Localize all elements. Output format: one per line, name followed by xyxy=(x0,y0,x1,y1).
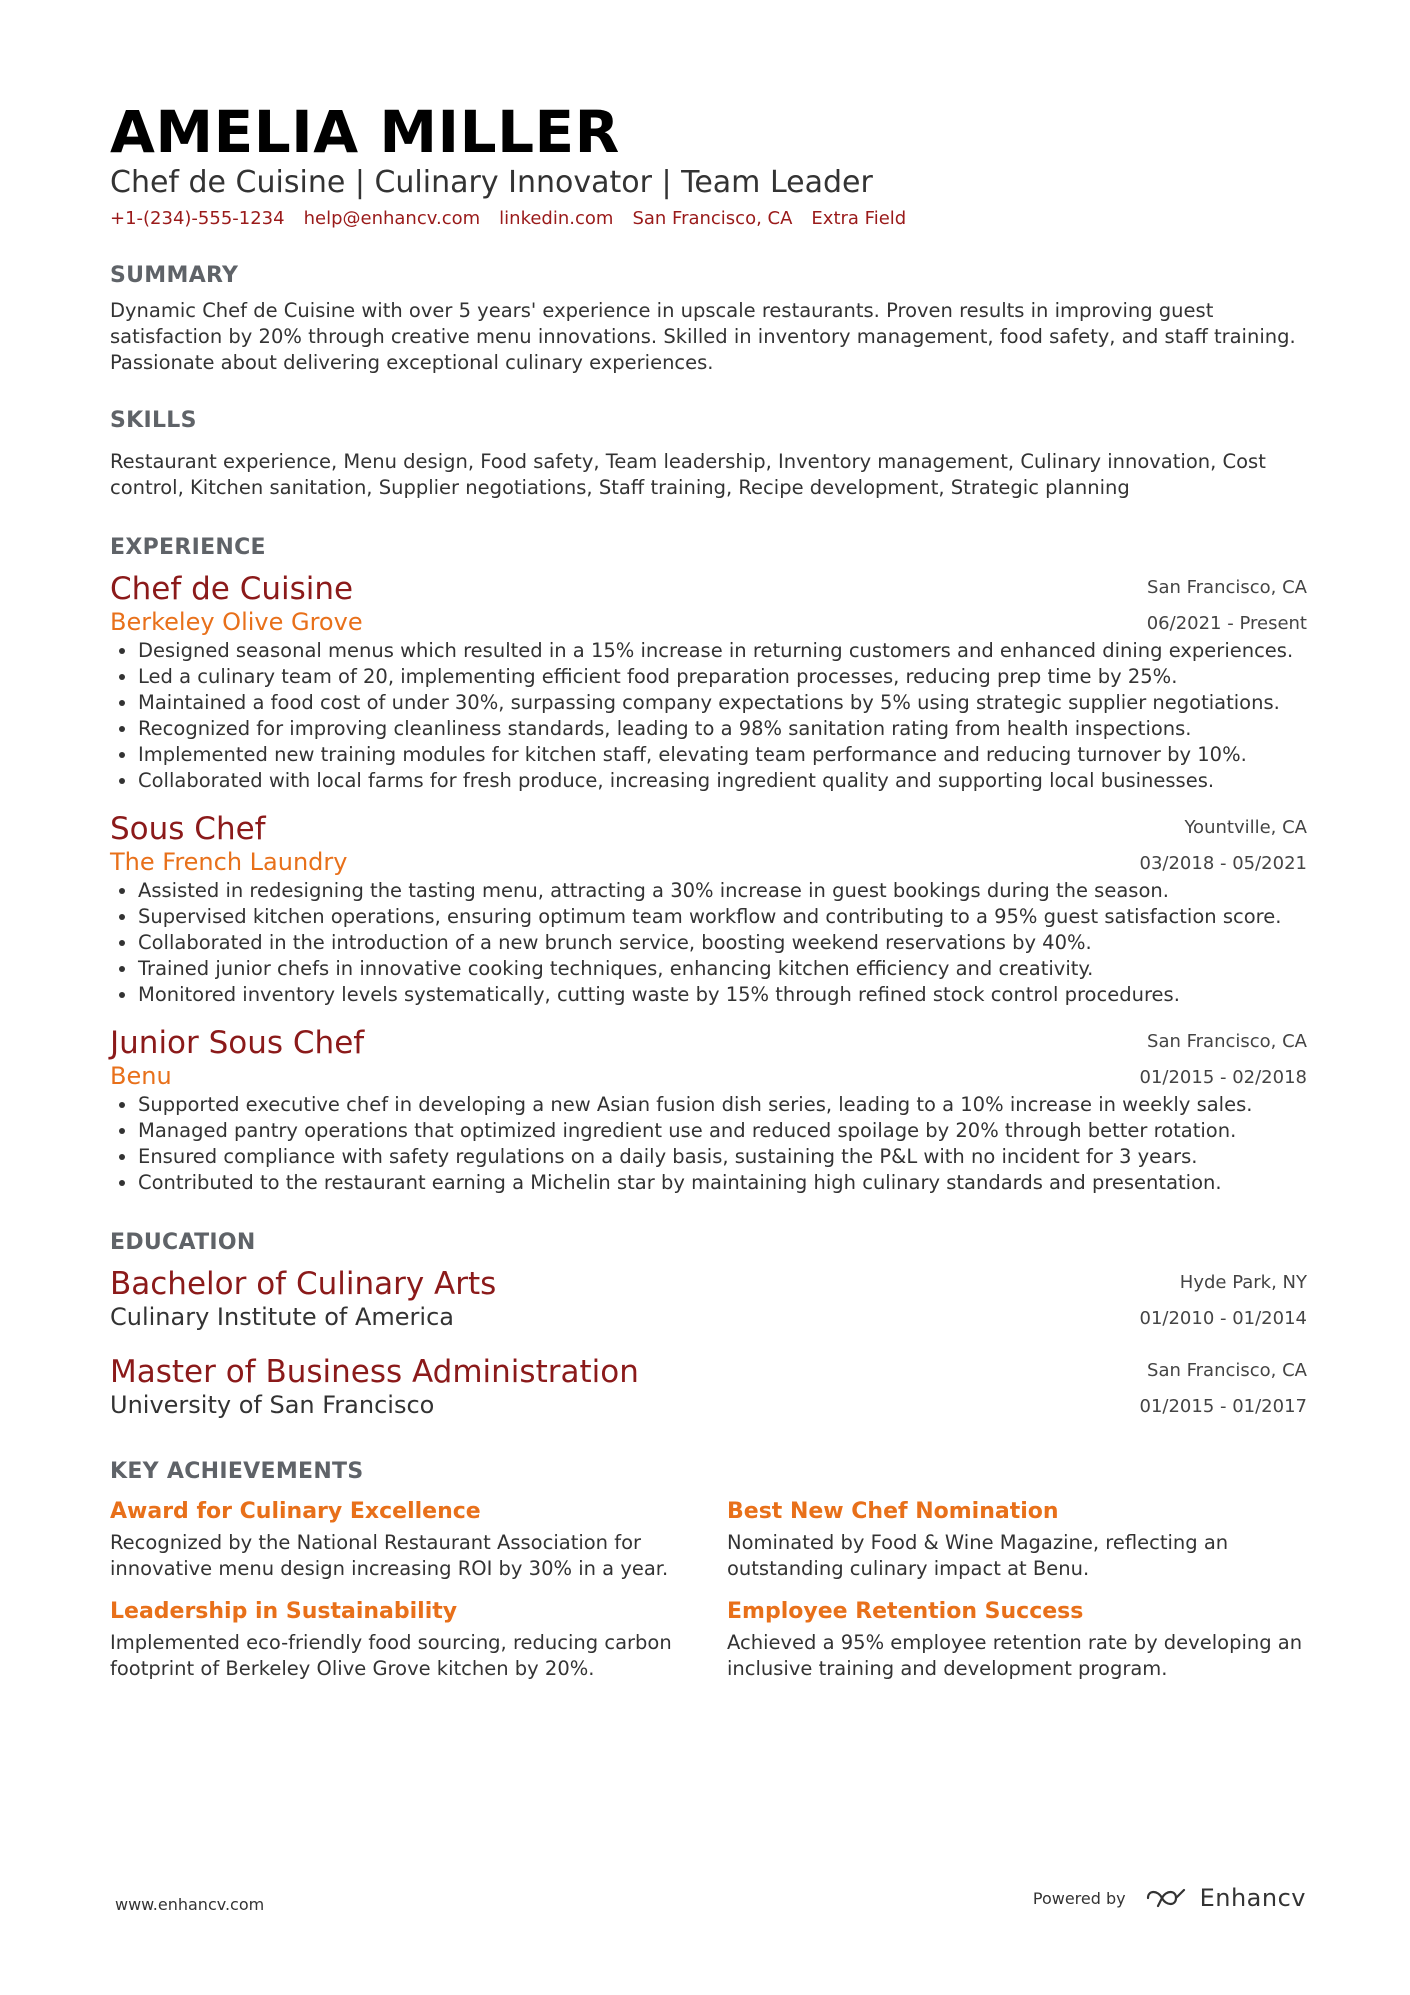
education-entry xyxy=(110,1265,1307,1329)
job-meta xyxy=(1140,810,1308,882)
job-bullet: • Contributed to the restaurant earning a Michelin star by maintaining high culinary standards and presentation. xyxy=(138,1170,1307,1196)
education-location: San Francisco, CA xyxy=(1147,1360,1307,1381)
job-company: The French Laundry xyxy=(110,848,348,876)
job-bullet: • Collaborated with local farms for fresh produce, increasing ingredient quality and supporting local businesses. xyxy=(138,768,1307,794)
achievement-item xyxy=(110,1598,727,1682)
contact-info xyxy=(110,208,1307,229)
job-header xyxy=(110,570,1307,634)
education-school: Culinary Institute of America xyxy=(110,1303,454,1331)
education-school: University of San Francisco xyxy=(110,1391,435,1419)
brand-name: Enhancv xyxy=(1199,1884,1306,1912)
footer-website[interactable]: www.enhancv.com xyxy=(115,1895,265,1914)
education-dates: 01/2010 - 01/2014 xyxy=(1139,1308,1307,1329)
contact-extra-field: Extra Field xyxy=(811,208,907,229)
achievement-title: Award for Culinary Excellence xyxy=(110,1499,481,1524)
achievement-title: Leadership in Sustainability xyxy=(110,1599,458,1624)
job-bullets xyxy=(110,638,1307,794)
experience-section xyxy=(110,535,1307,1196)
job-dates: 06/2021 - Present xyxy=(1146,613,1307,634)
job-location: Yountville, CA xyxy=(1184,817,1307,838)
achievement-item xyxy=(727,1598,1307,1682)
footer-branding xyxy=(1033,1884,1306,1912)
summary-heading: SUMMARY xyxy=(110,263,239,288)
job-company: Berkeley Olive Grove xyxy=(110,608,363,636)
skills-text: Restaurant experience, Menu design, Food safety, Team leadership, Inventory management, Culinary innovation, Cost control, Kitchen sanitation, Supplier negotiations, Staff training, Recipe development, Strategic planning xyxy=(110,450,1266,499)
candidate-name: AMELIA MILLER xyxy=(110,98,620,166)
job-bullet: • Led a culinary team of 20, implementing efficient food preparation processes, reducing prep time by 25%. xyxy=(138,664,1307,690)
achievement-title: Best New Chef Nomination xyxy=(727,1499,1059,1524)
job-header xyxy=(110,810,1307,874)
job-meta xyxy=(1140,1024,1308,1096)
education-degree: Bachelor of Culinary Arts xyxy=(110,1266,497,1302)
achievement-desc: Achieved a 95% employee retention rate by developing an inclusive training and development program. xyxy=(727,1631,1303,1680)
job-bullet: • Supervised kitchen operations, ensuring optimum team workflow and contributing to a 95% guest satisfaction score. xyxy=(138,904,1307,930)
education-heading: EDUCATION xyxy=(110,1230,256,1255)
job-bullets xyxy=(110,1092,1307,1196)
contact-linkedin[interactable]: linkedin.com xyxy=(499,208,614,229)
job-dates: 01/2015 - 02/2018 xyxy=(1139,1067,1307,1088)
candidate-tagline: Chef de Cuisine | Culinary Innovator | Team Leader xyxy=(110,165,873,200)
contact-phone[interactable]: +1-(234)-555-1234 xyxy=(110,208,285,229)
summary-text: Dynamic Chef de Cuisine with over 5 years' experience in upscale restaurants. Proven results in improving guest satisfaction by 20% through creative menu innovations. Skilled in inventory management, food safety, and staff training. Passionate about delivering exceptional culinary experiences. xyxy=(110,299,1296,374)
achievement-item xyxy=(110,1498,727,1582)
education-meta xyxy=(1140,1353,1308,1425)
skills-heading: SKILLS xyxy=(110,408,197,433)
job-bullet: • Recognized for improving cleanliness standards, leading to a 98% sanitation rating from health inspections. xyxy=(138,716,1307,742)
brand-link[interactable] xyxy=(1144,1884,1306,1912)
job-company: Benu xyxy=(110,1062,172,1090)
job-bullet: • Assisted in redesigning the tasting menu, attracting a 30% increase in guest bookings during the season. xyxy=(138,878,1307,904)
achievements-section xyxy=(110,1459,1307,1682)
job-dates: 03/2018 - 05/2021 xyxy=(1139,853,1307,874)
contact-location: San Francisco, CA xyxy=(632,208,793,229)
education-location: Hyde Park, NY xyxy=(1179,1272,1307,1293)
achievement-desc: Nominated by Food & Wine Magazine, reflecting an outstanding culinary impact at Benu. xyxy=(727,1531,1229,1580)
job-bullets xyxy=(110,878,1307,1008)
achievement-item xyxy=(727,1498,1307,1582)
job-entry xyxy=(110,810,1307,1008)
job-bullet: • Designed seasonal menus which resulted in a 15% increase in returning customers and enhanced dining experiences. xyxy=(138,638,1307,664)
education-section xyxy=(110,1230,1307,1417)
achievements-grid xyxy=(110,1498,1307,1682)
enhancv-logo-icon xyxy=(1144,1886,1190,1910)
job-bullet: • Trained junior chefs in innovative cooking techniques, enhancing kitchen efficiency and creativity. xyxy=(138,956,1307,982)
education-header xyxy=(110,1353,1307,1417)
job-bullet: • Managed pantry operations that optimized ingredient use and reduced spoilage by 20% through better rotation. xyxy=(138,1118,1307,1144)
achievement-desc: Recognized by the National Restaurant Association for innovative menu design increasing ROI by 30% in a year. xyxy=(110,1531,669,1580)
skills-section xyxy=(110,408,1307,501)
education-meta xyxy=(1140,1265,1308,1337)
contact-email[interactable]: help@enhancv.com xyxy=(303,208,481,229)
job-bullet: • Implemented new training modules for kitchen staff, elevating team performance and reducing turnover by 10%. xyxy=(138,742,1307,768)
job-location: San Francisco, CA xyxy=(1147,1031,1307,1052)
job-entry xyxy=(110,570,1307,794)
education-entry xyxy=(110,1353,1307,1417)
job-header xyxy=(110,1024,1307,1088)
job-location: San Francisco, CA xyxy=(1147,577,1307,598)
job-bullet: • Maintained a food cost of under 30%, surpassing company expectations by 5% using strategic supplier negotiations. xyxy=(138,690,1307,716)
job-bullet: • Monitored inventory levels systematically, cutting waste by 15% through refined stock control procedures. xyxy=(138,982,1307,1008)
job-entry xyxy=(110,1024,1307,1196)
summary-section xyxy=(110,263,1307,376)
powered-by-label: Powered by xyxy=(1032,1888,1126,1908)
resume-page xyxy=(110,100,1307,1682)
job-bullet: • Ensured compliance with safety regulations on a daily basis, sustaining the P&L with no incident for 3 years. xyxy=(138,1144,1307,1170)
education-dates: 01/2015 - 01/2017 xyxy=(1139,1396,1307,1417)
achievements-heading: KEY ACHIEVEMENTS xyxy=(110,1459,364,1484)
job-bullet: • Collaborated in the introduction of a new brunch service, boosting weekend reservations by 40%. xyxy=(138,930,1307,956)
job-title: Junior Sous Chef xyxy=(110,1025,365,1061)
job-bullet: • Supported executive chef in developing a new Asian fusion dish series, leading to a 10% increase in weekly sales. xyxy=(138,1092,1307,1118)
job-title: Sous Chef xyxy=(110,811,266,847)
resume-header xyxy=(110,100,1307,229)
education-degree: Master of Business Administration xyxy=(110,1354,639,1390)
education-header xyxy=(110,1265,1307,1329)
experience-heading: EXPERIENCE xyxy=(110,535,266,560)
job-meta xyxy=(1147,570,1307,642)
achievement-desc: Implemented eco-friendly food sourcing, reducing carbon footprint of Berkeley Olive Grove kitchen by 20%. xyxy=(110,1631,672,1680)
job-title: Chef de Cuisine xyxy=(110,571,354,607)
achievement-title: Employee Retention Success xyxy=(727,1599,1084,1624)
